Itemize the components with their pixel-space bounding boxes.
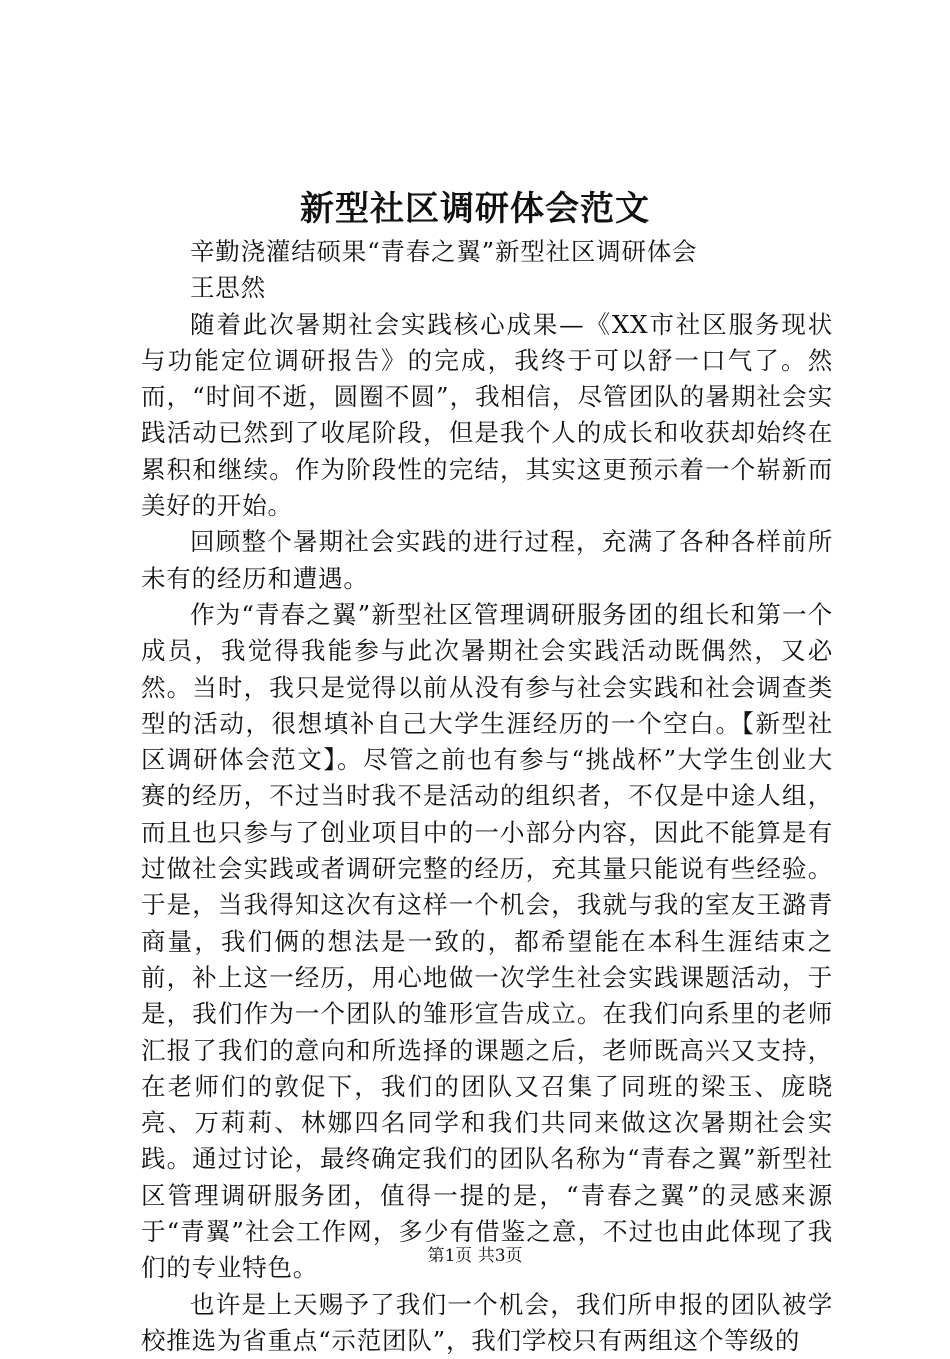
page-footer: 第1页 共3页 <box>427 1246 523 1266</box>
paragraph-4: 也许是上天赐予了我们一个机会，我们所申报的团队被学校推选为省重点“示范团队”，我们学校只有两组这个等级的 <box>141 1289 833 1355</box>
subtitle-line: 辛勤浇灌结硕果“青春之翼”新型社区调研体会 <box>190 237 698 266</box>
author-line: 王思然 <box>190 273 266 303</box>
document-title: 新型社区调研体会范文 <box>300 189 650 229</box>
paragraph-2: 回顾整个暑期社会实践的进行过程，充满了各种各样前所未有的经历和遭遇。 <box>141 527 833 593</box>
paragraph-3: 作为“青春之翼”新型社区管理调研服务团的组长和第一个成员，我觉得我能参与此次暑期社会实践活动既偶然，又必然。当时，我只是觉得以前从没有参与社会实践和社会调查类型的活动，很想填补自己大学生涯经历的一个空白。【新型社区调研体会范文】。尽管之前也有参与“挑战杯”大学生创业大赛的经历，不过当时我不是活动的组织者，不仅是中途人组，而且也只参与了创业项目中的一小部分内容，因此不能算是有过做社会实践或者调研完整的经历，充其量只能说有些经验。于是，当我得知这次有这样一个机会，我就与我的室友王潞青商量，我们俩的想法是一致的，都希望能在本科生涯结束之前，补上这一经历，用心地做一次学生社会实践课题活动，于是，我们作为一个团队的雏形宣告成立。在我们向系里的老师汇报了我们的意向和所选择的课题之后，老师既高兴又支持，在老师们的敦促下，我们的团队又召集了同班的梁玉、庞晓亮、万莉莉、林娜四名同学和我们共同来做这次暑期社会实践。通过讨论，最终确定我们的团队名称为“青春之翼”新型社区管理调研服务团，值得一提的是，“青春之翼”的灵感来源于“青翼”社会工作网，多少有借鉴之意，不过也由此体现了我们的专业特色。 <box>141 599 833 1283</box>
paragraph-1: 随着此次暑期社会实践核心成果—《XX市社区服务现状与功能定位调研报告》的完成，我终于可以舒一口气了。然而，“时间不逝，圆圈不圆”，我相信，尽管团队的暑期社会实践活动已然到了收尾阶段，但是我个人的成长和收获却始终在累积和继续。作为阶段性的完结，其实这更预示着一个崭新而美好的开始。 <box>141 309 833 521</box>
document-body <box>141 234 833 1359</box>
